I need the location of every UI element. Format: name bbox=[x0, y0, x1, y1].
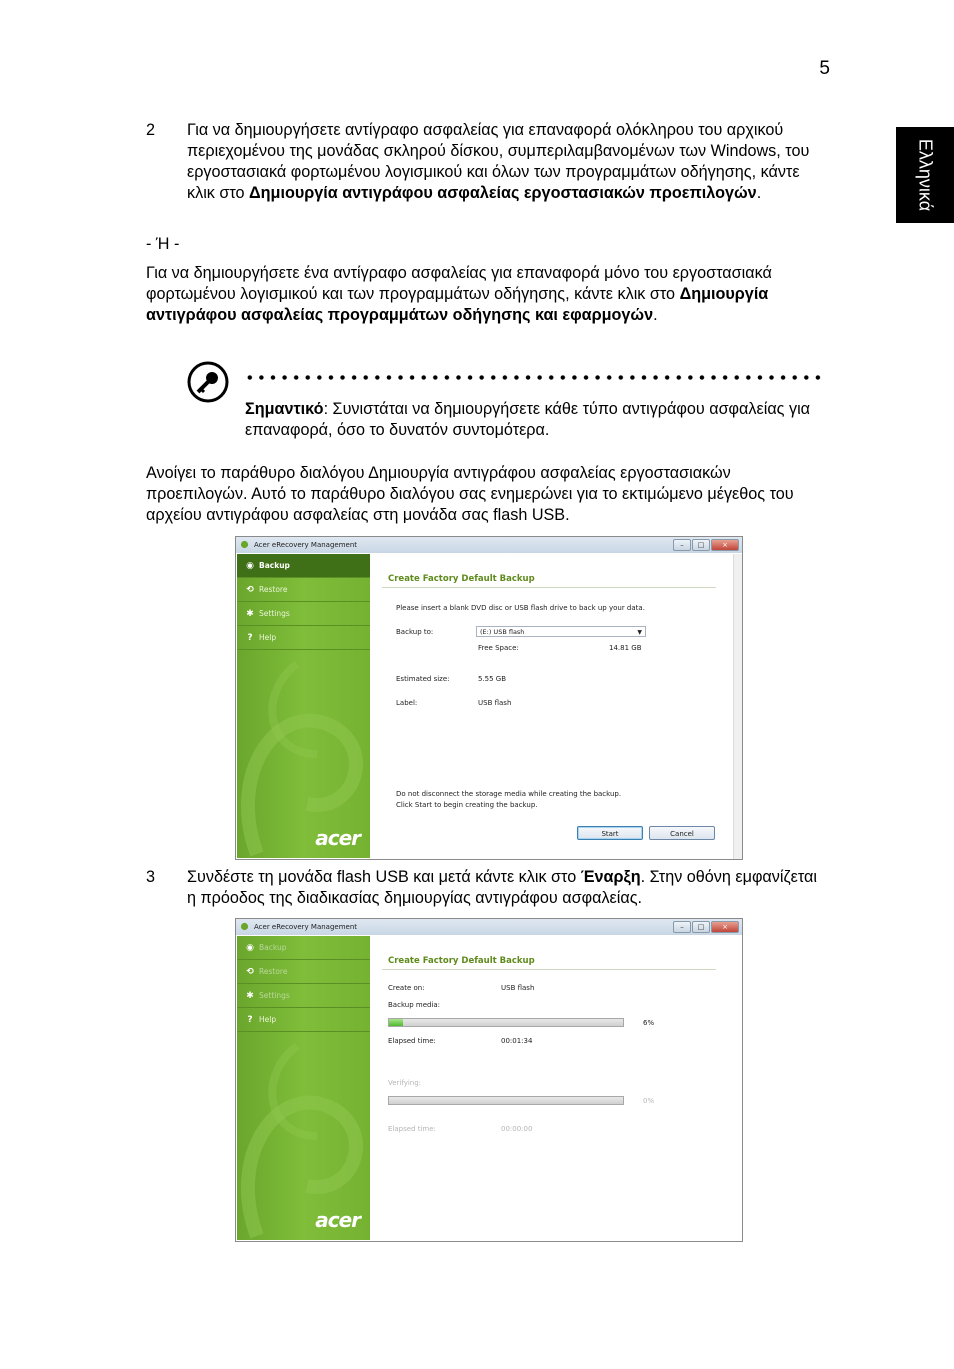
create-on-label: Create on: bbox=[388, 984, 425, 992]
screenshot-backup-dialog bbox=[235, 536, 743, 860]
backup-to-select[interactable] bbox=[476, 626, 646, 637]
label-label: Label: bbox=[396, 699, 418, 707]
window-title: Acer eRecovery Management bbox=[254, 923, 358, 931]
heading-divider bbox=[382, 587, 716, 588]
step-3-text bbox=[187, 867, 827, 909]
nav-backup-label: Backup bbox=[259, 561, 290, 570]
close-button[interactable]: × bbox=[711, 921, 739, 933]
note-text bbox=[245, 399, 825, 441]
verify-progress-bar bbox=[388, 1096, 624, 1105]
elapsed-time-2-label: Elapsed time: bbox=[388, 1125, 436, 1133]
step-3-plain: Συνδέστε τη μονάδα flash USB και μετά κάντε κλικ στο bbox=[187, 868, 581, 886]
verifying-label: Verifying: bbox=[388, 1079, 422, 1087]
backup-progress-bar bbox=[388, 1018, 624, 1027]
nav-restore bbox=[237, 960, 370, 984]
restore-icon: ⟲ bbox=[246, 584, 254, 595]
screenshot-progress-dialog bbox=[235, 918, 743, 1242]
window-title: Acer eRecovery Management bbox=[254, 541, 358, 549]
nav-help[interactable] bbox=[237, 626, 370, 650]
note-body: : Συνιστάται να δημιουργήσετε κάθε τύπο αντιγράφου ασφαλείας για επαναφορά, όσο το δυνατόν συντομότερα. bbox=[245, 400, 811, 439]
alt-plain: Για να δημιουργήσετε ένα αντίγραφο ασφαλείας για επαναφορά μόνο του εργοστασιακά φορτωμένου λογισμικού και των προγραμμάτων οδήγησης, κάντε κλικ στο bbox=[146, 264, 772, 303]
app-icon bbox=[240, 922, 249, 931]
close-button[interactable]: × bbox=[711, 539, 739, 551]
step-2-number: 2 bbox=[146, 121, 156, 139]
free-space-label: Free Space: bbox=[478, 644, 519, 652]
minimize-button[interactable]: – bbox=[673, 921, 691, 933]
app-icon bbox=[240, 540, 249, 549]
backup-progress-fill bbox=[389, 1019, 403, 1026]
note-divider bbox=[244, 375, 826, 380]
scrollbar[interactable] bbox=[733, 554, 742, 859]
nav-settings-label: Settings bbox=[259, 609, 290, 618]
chevron-down-icon: ▼ bbox=[637, 629, 642, 636]
acer-logo: acer bbox=[315, 826, 360, 850]
estimated-size-label: Estimated size: bbox=[396, 675, 450, 683]
backup-icon: ◉ bbox=[246, 560, 254, 571]
dialog-paragraph: Ανοίγει το παράθυρο διαλόγου Δημιουργία αντιγράφου ασφαλείας εργοστασιακών προεπιλογών. Αυτό το παράθυρο διαλόγου σας ενημερώνει για το εκτιμώμενο μέγεθος του αρχείου αντιγράφου ασφαλείας στη μονάδα σας flash USB. bbox=[146, 464, 794, 524]
key-icon bbox=[186, 360, 230, 404]
backup-to-value: (E:) USB flash bbox=[480, 628, 525, 636]
note-label: Σημαντικό bbox=[245, 400, 324, 418]
nav-restore-label: Restore bbox=[259, 585, 288, 594]
title-bar bbox=[236, 537, 742, 553]
nav-backup-label: Backup bbox=[259, 943, 287, 952]
nav-settings-label: Settings bbox=[259, 991, 290, 1000]
step-2-text bbox=[187, 120, 827, 204]
nav-help-label: Help bbox=[259, 1015, 277, 1024]
maximize-button[interactable]: □ bbox=[692, 921, 710, 933]
content-pane bbox=[372, 554, 742, 859]
backup-progress-text: 6% bbox=[643, 1019, 655, 1027]
language-tab-label: Ελληνικά bbox=[915, 138, 936, 212]
backup-to-label: Backup to: bbox=[396, 628, 434, 636]
backup-icon: ◉ bbox=[246, 942, 254, 953]
content-pane bbox=[372, 936, 742, 1241]
restore-icon: ⟲ bbox=[246, 966, 254, 977]
gear-icon: ✱ bbox=[246, 608, 254, 619]
step-2-end: . bbox=[756, 184, 762, 202]
elapsed-time-label: Elapsed time: bbox=[388, 1037, 436, 1045]
gear-icon: ✱ bbox=[246, 990, 254, 1001]
dialog-heading: Create Factory Default Backup bbox=[388, 956, 535, 966]
nav-help[interactable] bbox=[237, 1008, 370, 1032]
nav-backup[interactable] bbox=[237, 554, 370, 578]
acer-logo: acer bbox=[315, 1208, 360, 1232]
nav-restore[interactable] bbox=[237, 578, 370, 602]
alt-bold: Δημιουργία αντιγράφου ασφαλείας προγραμμάτων οδήγησης και εφαρμογών bbox=[146, 285, 769, 324]
step-2-plain: Για να δημιουργήσετε αντίγραφο ασφαλείας για επαναφορά ολόκληρου του αρχικού περιεχομένου της μονάδας σκληρού δίσκου, συμπεριλαμβανομένων των Windows, του εργοστασιακά φορτωμένου λογισμικού και όλων των προγραμμάτων οδήγησης, κάντε κλικ στο bbox=[187, 121, 810, 202]
start-button[interactable]: Start bbox=[577, 826, 643, 840]
language-tab bbox=[896, 127, 954, 223]
help-icon: ? bbox=[247, 632, 253, 643]
label-value: USB flash bbox=[478, 699, 512, 707]
verify-progress-text: 0% bbox=[643, 1097, 655, 1105]
warning-text-2: Click Start to begin creating the backup. bbox=[396, 801, 538, 809]
elapsed-time-value: 00:01:34 bbox=[501, 1037, 533, 1045]
sidebar bbox=[237, 936, 370, 1240]
nav-settings[interactable] bbox=[237, 602, 370, 626]
title-bar bbox=[236, 919, 742, 935]
or-separator: - Ή - bbox=[146, 235, 180, 253]
nav-settings bbox=[237, 984, 370, 1008]
dialog-heading: Create Factory Default Backup bbox=[388, 574, 535, 584]
alt-paragraph bbox=[146, 263, 830, 326]
create-on-value: USB flash bbox=[501, 984, 535, 992]
heading-divider bbox=[382, 969, 716, 970]
sidebar bbox=[237, 554, 370, 858]
alt-end: . bbox=[653, 306, 658, 324]
step-3-number: 3 bbox=[146, 868, 156, 886]
step-3-bold: Έναρξη bbox=[580, 868, 641, 886]
instruction-text: Please insert a blank DVD disc or USB flash drive to back up your data. bbox=[396, 604, 645, 612]
estimated-size-value: 5.55 GB bbox=[478, 675, 507, 683]
step-3-end: . Στην οθόνη εμφανίζεται η πρόοδος της διαδικασίας δημιουργίας αντιγράφου ασφαλείας. bbox=[187, 868, 817, 907]
cancel-button[interactable]: Cancel bbox=[649, 826, 715, 840]
nav-backup bbox=[237, 936, 370, 960]
step-2-bold: Δημιουργία αντιγράφου ασφαλείας εργοστασιακών προεπιλογών bbox=[249, 184, 757, 202]
elapsed-time-2-value: 00:00:00 bbox=[501, 1125, 533, 1133]
minimize-button[interactable]: – bbox=[673, 539, 691, 551]
page-number: 5 bbox=[819, 58, 830, 79]
nav-restore-label: Restore bbox=[259, 967, 288, 976]
help-icon: ? bbox=[247, 1014, 253, 1025]
free-space-value: 14.81 GB bbox=[609, 644, 642, 652]
backup-media-label: Backup media: bbox=[388, 1001, 441, 1009]
nav-help-label: Help bbox=[259, 633, 277, 642]
maximize-button[interactable]: □ bbox=[692, 539, 710, 551]
warning-text-1: Do not disconnect the storage media while creating the backup. bbox=[396, 790, 622, 798]
